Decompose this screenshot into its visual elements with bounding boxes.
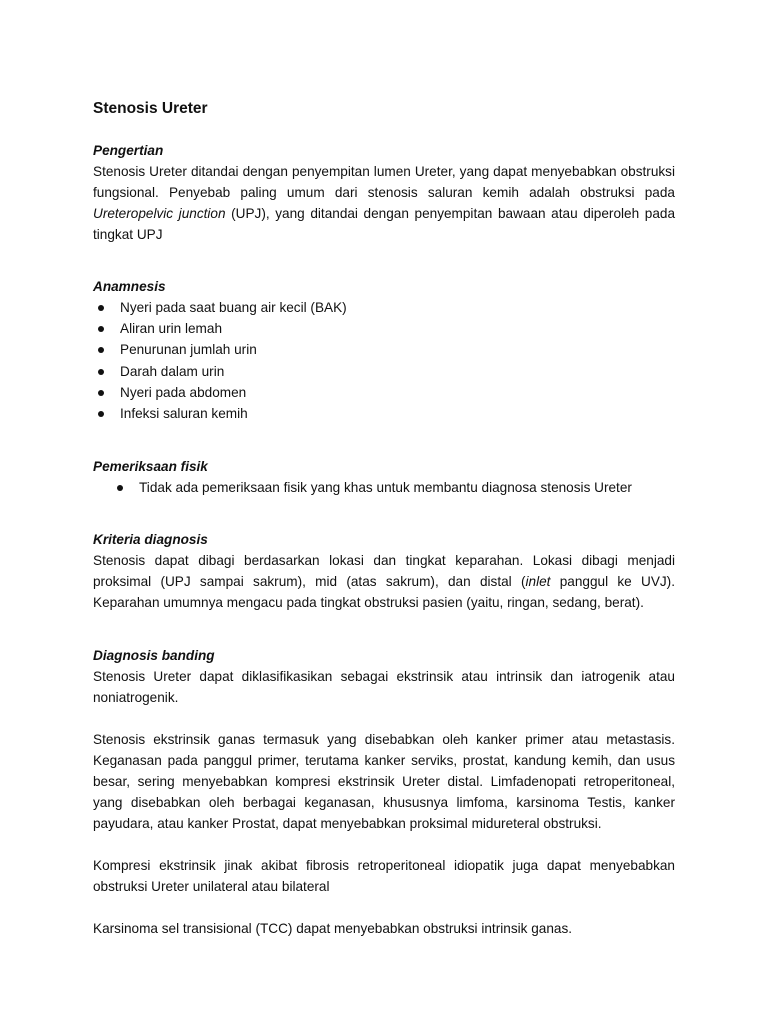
list-item: Penurunan jumlah urin <box>93 339 675 360</box>
pengertian-text-italic: Ureteropelvic junction <box>93 206 226 221</box>
section-anamnesis <box>93 276 675 424</box>
section-kriteria-diagnosis <box>93 529 675 613</box>
section-pengertian <box>93 140 675 245</box>
banding-paragraph-1: Stenosis Ureter dapat diklasifikasikan sebagai ekstrinsik atau intrinsik dan iatrogenik atau noniatrogenik. <box>93 669 675 706</box>
kriteria-paragraph <box>93 550 675 613</box>
banding-paragraph-4: Karsinoma sel transisional (TCC) dapat menyebabkan obstruksi intrinsik ganas. <box>93 921 573 937</box>
section-heading-anamnesis: Anamnesis <box>93 279 166 294</box>
kriteria-text-2: panggul ke UVJ). Keparahan umumnya mengacu pada tingkat obstruksi pasien (yaitu, ringan, sedang, berat). <box>93 574 675 611</box>
section-heading-diagnosis-banding: Diagnosis banding <box>93 648 215 664</box>
document-body <box>93 98 675 939</box>
section-diagnosis-banding <box>93 645 675 939</box>
banding-paragraph-3: Kompresi ekstrinsik jinak akibat fibrosis retroperitoneal idiopatik juga dapat menyebabkan obstruksi Ureter unilateral atau bilateral <box>93 858 675 895</box>
section-heading-pengertian: Pengertian <box>93 143 164 158</box>
list-item: Infeksi saluran kemih <box>93 403 675 424</box>
list-item: Aliran urin lemah <box>93 318 675 339</box>
kriteria-text-italic: inlet <box>525 574 551 590</box>
banding-paragraph-2: Stenosis ekstrinsik ganas termasuk yang disebabkan oleh kanker primer atau metastasis. Keganasan pada panggul primer, terutama kanker serviks, prostat, kandung kemih, dan usus besar, sering menyebabkan kompresi ekstrinsik Ureter distal. Limfadenopati retroperitoneal, yang disebabkan oleh berbagai keganasan, khususnya limfoma, karsinoma Testis, kanker payudara, atau kanker Prostat, dapat menyebabkan proksimal midureteral obstruksi. <box>93 732 675 832</box>
document-title: Stenosis Ureter <box>93 100 208 117</box>
section-pemeriksaan-fisik <box>93 456 675 498</box>
list-item: Nyeri pada abdomen <box>93 382 675 403</box>
list-item: Darah dalam urin <box>93 361 675 382</box>
pengertian-paragraph <box>93 161 675 245</box>
anamnesis-list <box>93 297 675 424</box>
pengertian-text-1: Stenosis Ureter ditandai dengan penyempitan lumen Ureter, yang dapat menyebabkan obstruksi fungsional. Penyebab paling umum dari stenosis saluran kemih adalah obstruksi pada <box>93 164 675 200</box>
list-item: Tidak ada pemeriksaan fisik yang khas untuk membantu diagnosa stenosis Ureter <box>93 477 675 498</box>
pengertian-text-2: (UPJ), yang ditandai dengan penyempitan bawaan atau diperoleh pada tingkat UPJ <box>93 206 675 242</box>
list-item: Nyeri pada saat buang air kecil (BAK) <box>93 297 675 318</box>
pemeriksaan-list <box>93 477 675 498</box>
kriteria-text-1: Stenosis dapat dibagi berdasarkan lokasi dan tingkat keparahan. Lokasi dibagi menjadi proksimal (UPJ sampai sakrum), mid (atas sakrum), dan distal ( <box>93 553 675 590</box>
section-heading-kriteria-diagnosis: Kriteria diagnosis <box>93 532 208 548</box>
section-heading-pemeriksaan-fisik: Pemeriksaan fisik <box>93 459 208 475</box>
